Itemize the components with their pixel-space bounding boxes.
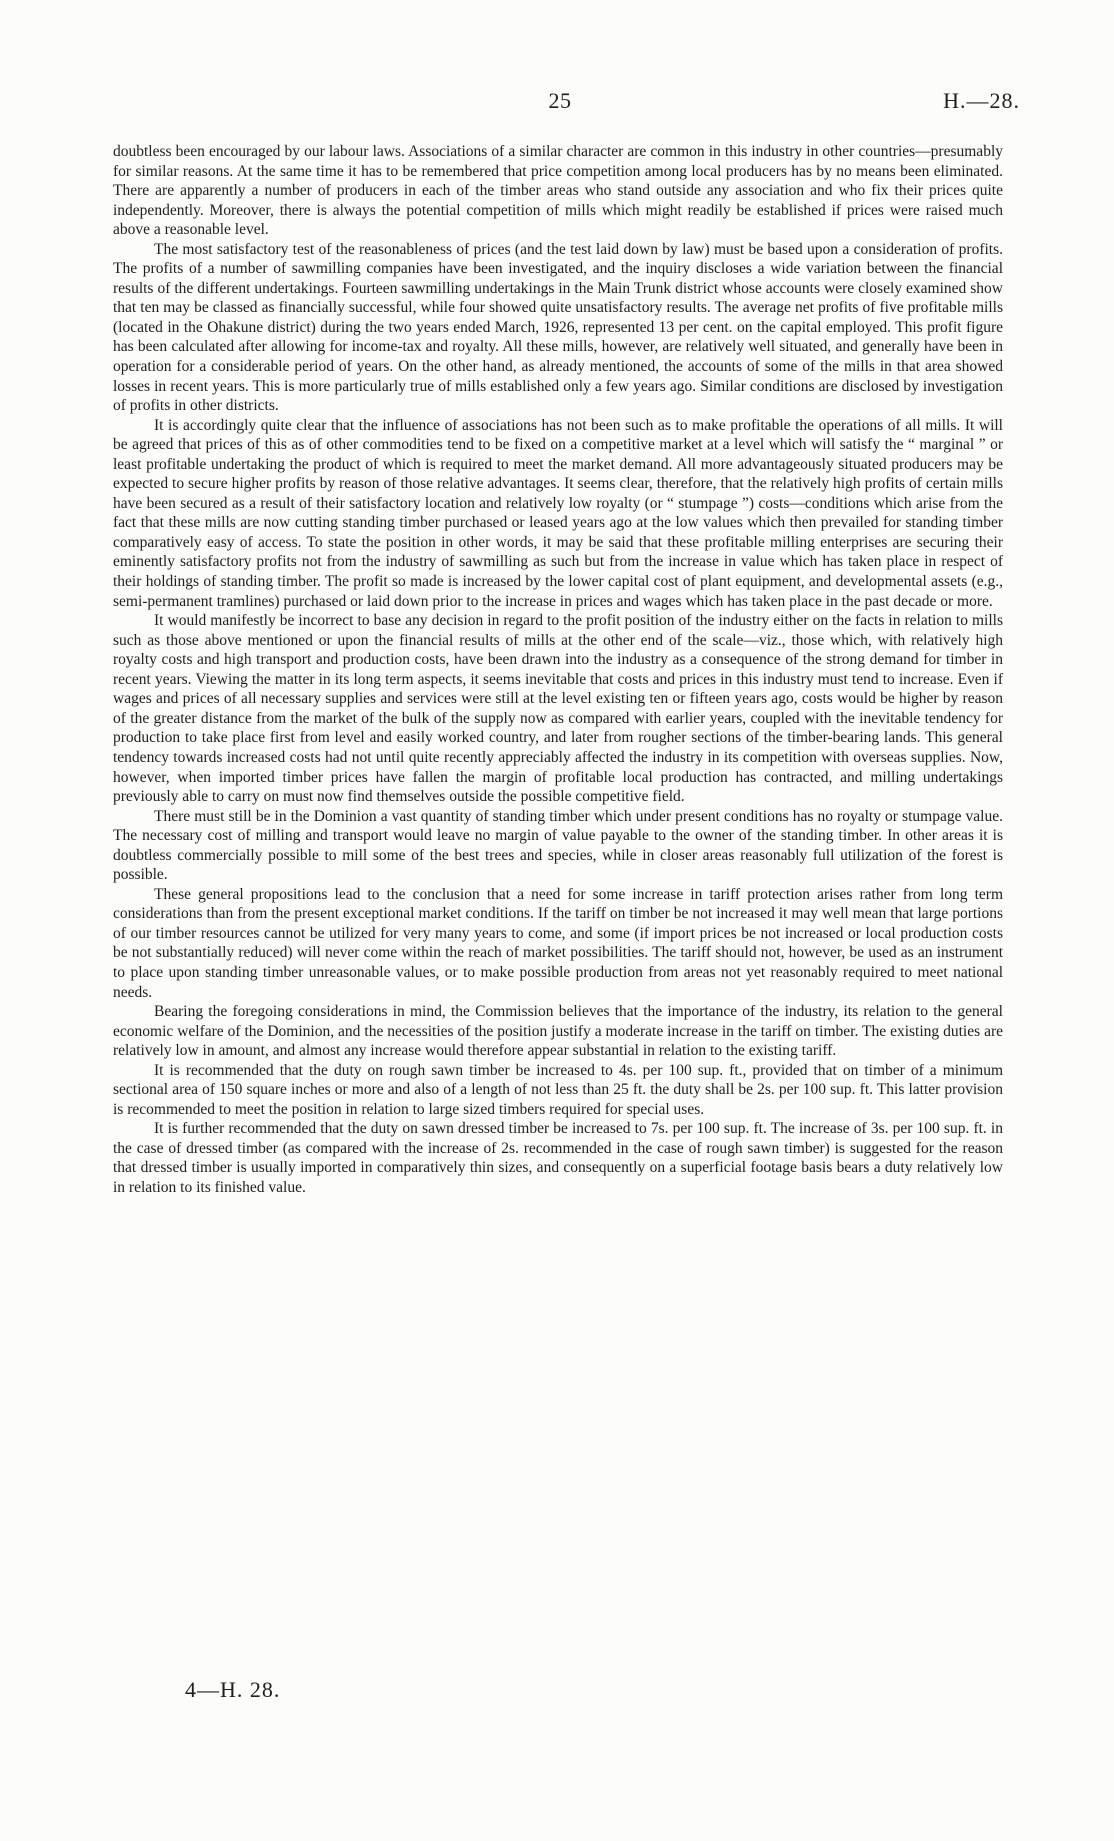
- paragraph: It is further recommended that the duty on sawn dressed timber be increased to 7s. per 100 sup. ft. The increase of 3s. per 100 sup. ft. in the case of dressed timber (as compared with the increase of 2s. recommended in the case of rough sawn timber) is suggested for the reason that dressed timber is usually imported in comparatively thin sizes, and consequently on a superficial footage basis bears a duty relatively low in relation to its finished value.: [113, 1120, 1003, 1196]
- signature-mark: 4—H. 28.: [185, 1677, 281, 1702]
- paragraph: The most satisfactory test of the reasonableness of prices (and the test laid down by law) must be based upon a consideration of profits. The profits of a number of sawmilling companies have been investigated, and the inquiry discloses a wide variation between the financial results of the different undertakings. Fourteen sawmilling undertakings in the Main Trunk district whose accounts were closely examined show that ten may be classed as financially successful, while four showed quite unsatisfactory results. The average net profits of five profitable mills (located in the Ohakune district) during the two years ended March, 1926, represented 13 per cent. on the capital employed. This profit figure has been calculated after allowing for income-tax and royalty. All these mills, however, are relatively well situated, and generally have been in operation for a considerable period of years. On the other hand, as already mentioned, the accounts of some of the mills in that area showed losses in recent years. This is more particularly true of mills established only a few years ago. Similar conditions are disclosed by investigation of profits in other districts.: [113, 240, 1003, 415]
- paragraph: It is accordingly quite clear that the influence of associations has not been such as to make profitable the operations of all mills. It will be agreed that prices of this as of other commodities tend to be fixed on a competitive market at a level which will satisfy the “ marginal ” or least profitable undertaking the product of which is required to meet the market demand. All more advantageously situated producers may be expected to secure higher profits by reason of those relative advantages. It seems clear, therefore, that the relatively high profits of certain mills have been secured as a result of their satisfactory location and relatively low royalty (or “ stumpage ”) costs—conditions which arise from the fact that these mills are now cutting standing timber purchased or leased years ago at the low values which then prevailed for standing timber comparatively easy of access. To state the position in other words, it may be said that these profitable milling enterprises are securing their eminently satisfactory profits not from the industry of sawmilling as such but from the increase in value which has taken place in respect of their holdings of standing timber. The profit so made is increased by the lower capital cost of plant equipment, and developmental assets (e.g., semi-permanent tramlines) purchased or laid down prior to the increase in prices and wages which has taken place in the past decade or more.: [113, 416, 1003, 610]
- paragraph-continued: doubtless been encouraged by our labour laws. Associations of a similar character are common in this industry in other countries—presumably for similar reasons. At the same time it has to be remembered that price competition among local producers has by no means been eliminated. There are apparently a number of producers in each of the timber areas who stand outside any association and who fix their prices quite independently. Moreover, there is always the potential competition of mills which might readily be established if prices were raised much above a reasonable level.: [113, 143, 1003, 239]
- page-number: 25: [548, 88, 572, 113]
- paragraph: Bearing the foregoing considerations in mind, the Commission believes that the importance of the industry, its relation to the general economic welfare of the Dominion, and the necessities of the position justify a moderate increase in the tariff on timber. The existing duties are relatively low in amount, and almost any increase would therefore appear substantial in relation to the existing tariff.: [113, 1003, 1003, 1060]
- paragraph: These general propositions lead to the conclusion that a need for some increase in tariff protection arises rather from long term considerations than from the present exceptional market conditions. If the tariff on timber be not increased it may well mean that large portions of our timber resources cannot be utilized for very many years to come, and some (if import prices be not increased or local production costs be not substantially reduced) will never come within the reach of market possibilities. The tariff should not, however, be used as an instrument to place upon standing timber unreasonable values, or to make possible production from areas not yet reasonably required to meet national needs.: [113, 885, 1003, 1001]
- paragraph: It is recommended that the duty on rough sawn timber be increased to 4s. per 100 sup. ft., provided that on timber of a minimum sectional area of 150 square inches or more and also of a length of not less than 25 ft. the duty shall be 2s. per 100 sup. ft. This latter provision is recommended to meet the position in relation to large sized timbers required for special uses.: [113, 1061, 1003, 1118]
- body-text: [113, 142, 1003, 1198]
- paragraph: There must still be in the Dominion a vast quantity of standing timber which under present conditions has no royalty or stumpage value. The necessary cost of milling and transport would leave no margin of value payable to the owner of the standing timber. In other areas it is doubtless commercially possible to mill some of the best trees and species, while in closer areas reasonably full utilization of the forest is possible.: [113, 807, 1003, 884]
- document-reference: H.—28.: [943, 88, 1020, 113]
- paragraph: It would manifestly be incorrect to base any decision in regard to the profit position of the industry either on the facts in relation to mills such as those above mentioned or upon the financial results of mills at the other end of the scale—viz., those which, with relatively high royalty costs and high transport and production costs, have been drawn into the industry as a consequence of the strong demand for timber in recent years. Viewing the matter in its long term aspects, it seems inevitable that costs and prices in this industry must tend to increase. Even if wages and prices of all necessary supplies and services were still at the level existing ten or fifteen years ago, costs would be higher by reason of the greater distance from the market of the bulk of the supply now as compared with earlier years, coupled with the inevitable tendency for production to take place first from level and easily worked country, and later from rougher sections of the timber-bearing lands. This general tendency towards increased costs had not until quite recently appreciably affected the industry in its competition with overseas supplies. Now, however, when imported timber prices have fallen the margin of profitable local production has contracted, and milling undertakings previously able to carry on must now find themselves outside the possible competitive field.: [113, 612, 1003, 806]
